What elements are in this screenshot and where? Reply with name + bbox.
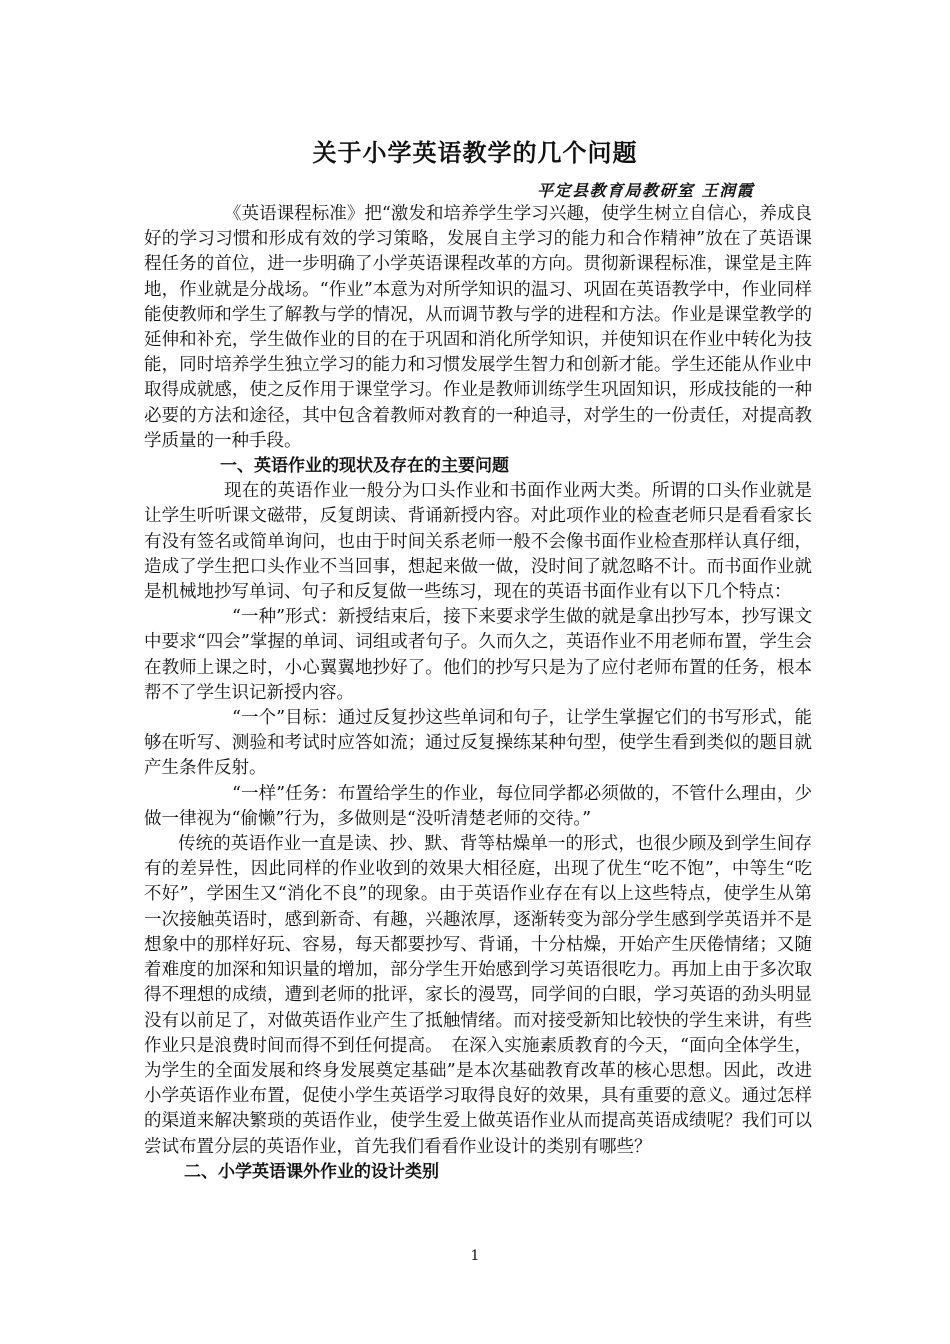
document-body [144, 202, 812, 1185]
document-title: 关于小学英语教学的几个问题 [312, 139, 638, 167]
paragraph: “一种”形式：新授结束后，接下来要求学生做的就是拿出抄写本，抄写课文中要求“四会”掌握的单词、词组或者句子。久而久之，英语作业不用老师布置，学生会在教师上课之时，小心翼翼地抄好了。他们的抄写只是为了应付老师布置的任务，根本帮不了学生识记新授内容。 [144, 607, 812, 703]
paragraph: “一个”目标：通过反复抄这些单词和句子，让学生掌握它们的书写形式，能够在听写、测验和考试时应答如流；通过反复操练某种句型，使学生看到类似的题目就产生条件反射。 [144, 708, 812, 779]
section-heading-1: 一、英语作业的现状及存在的主要问题 [220, 456, 509, 477]
paragraph: 现在的英语作业一般分为口头作业和书面作业两大类。所谓的口头作业就是让学生听听课文磁带，反复朗读、背诵新授内容。对此项作业的检查老师只是看看家长有没有签名或简单询问，也由于时间关系老师一般不会像书面作业检查那样认真仔细，造成了学生把口头作业不当回事，想起来做一做，没时间了就忽略不计。而书面作业就是机械地抄写单词、句子和反复做一些练习，现在的英语书面作业有以下几个特点： [144, 481, 812, 603]
page-number: 1 [470, 1248, 480, 1264]
paragraph: “一样”任务：布置给学生的作业，每位同学都必须做的，不管什么理由，少做一律视为“偷懒”行为，多做则是“没听清楚老师的交待。” [144, 783, 812, 829]
paragraph: 传统的英语作业一直是读、抄、默、背等枯燥单一的形式，也很少顾及到学生间存有的差异性，因此同样的作业收到的效果大相径庭，出现了优生“吃不饱”，中等生“吃不好”，学困生又“消化不良”的现象。由于英语作业存在有以上这些特点，使学生从第一次接触英语时，感到新奇、有趣，兴趣浓厚，逐渐转变为部分学生感到学英语并不是想象中的那样好玩、容易，每天都要抄写、背诵，十分枯燥，开始产生厌倦情绪；又随着难度的加深和知识量的增加，部分学生开始感到学习英语很吃力。再加上由于多次取得不理想的成绩，遭到老师的批评，家长的漫骂，同学间的白眼，学习英语的劲头明显没有以前足了，对做英语作业产生了抵触情绪。而对接受新知比较快的学生来讲，有些作业只是浪费时间而得不到任何提高。 在深入实施素质教育的今天，“面向全体学生，为学生的全面发展和终身发展奠定基础”是本次基础教育改革的核心思想。因此，改进小学英语作业布置，促使小学生英语学习取得良好的效果，具有重要的意义。通过怎样的渠道来解决繁琐的英语作业，使学生爱上做英语作业从而提高英语成绩呢？我们可以尝试布置分层的英语作业，首先我们看看作业设计的类别有哪些？ [144, 834, 812, 1157]
paragraph: 《英语课程标准》把“激发和培养学生学习兴趣，使学生树立自信心，养成良好的学习习惯和形成有效的学习策略，发展自主学习的能力和合作精神”放在了英语课程任务的首位，进一步明确了小学英语课程改革的方向。贯彻新课程标准，课堂是主阵地，作业就是分战场。“作业”本意为对所学知识的温习、巩固在英语教学中，作业同样能使教师和学生了解教与学的情况，从而调节教与学的进程和方法。作业是课堂教学的延伸和补充，学生做作业的目的在于巩固和消化所学知识，并使知识在作业中转化为技能，同时培养学生独立学习的能力和习惯发展学生智力和创新才能。学生还能从作业中取得成就感，使之反作用于课堂学习。作业是教师训练学生巩固知识，形成技能的一种必要的方法和途径，其中包含着教师对教育的一种追寻，对学生的一份责任，对提高教学质量的一种手段。 [144, 204, 812, 451]
section-heading-2: 二、小学英语课外作业的设计类别 [184, 1161, 439, 1182]
document-author: 平定县教育局教研室 王润霞 [537, 181, 755, 200]
